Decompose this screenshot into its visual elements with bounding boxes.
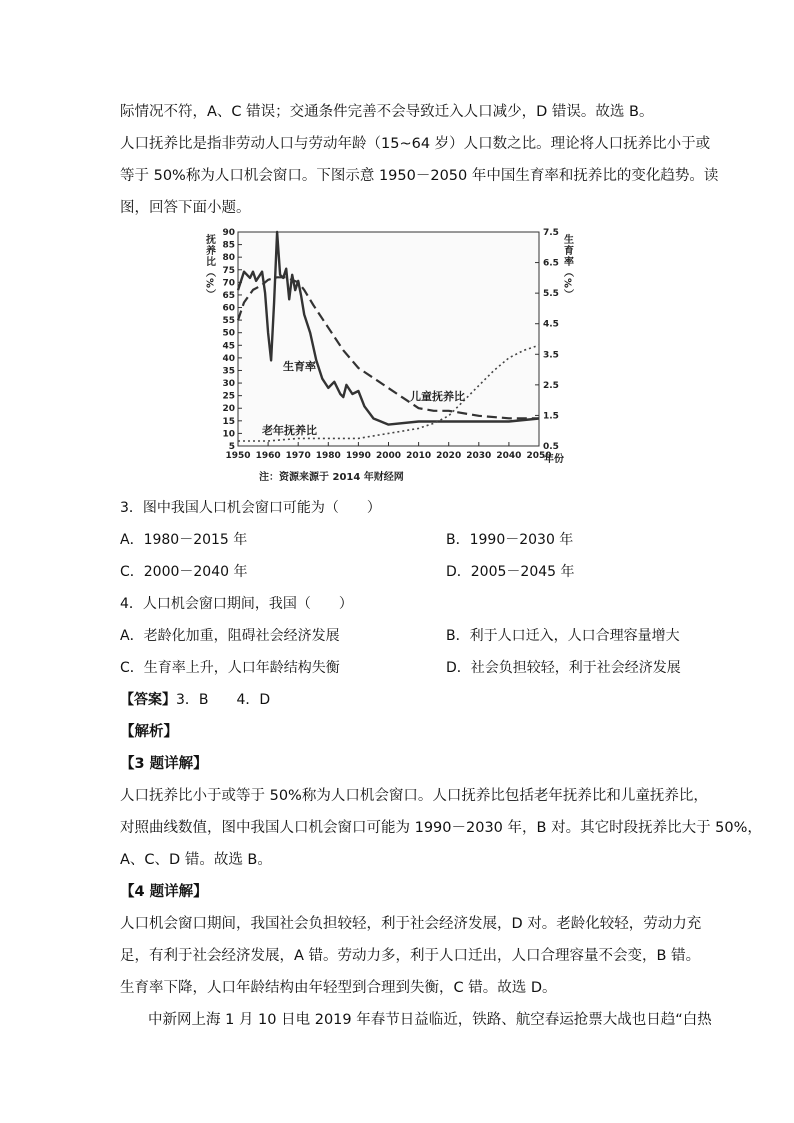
x-tick-label: 1960 [255,451,281,461]
left-y-tick-label: 10 [222,429,235,440]
child-ratio-curve-label: 儿童抚养比 [410,390,465,403]
x-tick-label: 2050 [526,451,552,461]
paragraph-line: 等于 50%称为人口机会窗口。下图示意 1950－2050 年中国生育率和抚养比的变化趋势。读 [120,168,719,184]
right-y-tick-label: 7.5 [543,228,559,238]
q3-detail-line: 人口抚养比小于或等于 50%称为人口机会窗口。人口抚养比包括老年抚养比和儿童抚养比， [120,788,708,804]
x-tick-label: 2010 [406,451,432,461]
left-y-tick-label: 75 [222,265,235,276]
paragraph-line: 图，回答下面小题。 [120,200,251,216]
answer-label: 【答案】 [120,692,176,708]
q3-detail-line: 对照曲线数值，图中我国人口机会窗口可能为 1990－2030 年，B 对。其它时段抚养比大于 50%， [120,820,762,836]
right-y-tick-label: 0.5 [543,442,559,452]
x-tick-label: 1970 [285,451,311,461]
left-axis-title: 抚养比（%） [203,234,215,301]
q4-option-d[interactable]: D．社会负担较轻，利于社会经济发展 [446,660,681,676]
question-4-stem: 4．人口机会窗口期间，我国（ ） [120,596,353,612]
answer-line [120,690,270,710]
plot-frame [238,232,539,446]
left-y-tick-label: 80 [222,253,235,264]
q4-option-b[interactable]: B．利于人口迁入，人口合理容量增大 [446,628,680,644]
left-y-tick-label: 30 [222,379,235,390]
q3-detail-label: 【3 题详解】 [120,756,208,772]
q4-detail-line: 生育率下降，人口年龄结构由年轻型到合理到失衡，C 错。故选 D。 [120,980,557,996]
q4-option-a[interactable]: A．老龄化加重，阻碍社会经济发展 [120,628,340,644]
q3-option-b[interactable]: B．1990－2030 年 [446,532,574,548]
x-tick-label: 2040 [496,451,522,461]
right-y-tick-label: 4.5 [543,319,559,330]
q4-detail-label: 【4 题详解】 [120,884,208,900]
right-y-tick-label: 1.5 [543,411,559,422]
population-chart [197,228,597,490]
left-y-tick-label: 90 [222,228,235,238]
right-y-tick-label: 2.5 [543,380,559,391]
q3-detail-line: A、C、D 错。故选 B。 [120,852,272,868]
q3-option-a[interactable]: A．1980－2015 年 [120,532,248,548]
left-y-tick-label: 5 [228,442,235,452]
right-axis-title: 生育率（%） [561,234,573,301]
paragraph-line: 际情况不符，A、C 错误；交通条件完善不会导致迁入人口减少，D 错误。故选 B。 [120,104,654,120]
q3-option-c[interactable]: C．2000－2040 年 [120,564,248,580]
paragraph-line: 人口抚养比是指非劳动人口与劳动年龄（15~64 岁）人口数之比。理论将人口抚养比小于或 [120,136,711,152]
left-y-tick-label: 60 [222,303,235,314]
q3-option-d[interactable]: D．2005－2045 年 [446,564,575,580]
left-y-tick-label: 15 [222,416,235,427]
left-y-tick-label: 50 [222,328,235,339]
chart-svg [197,228,597,490]
elderly-ratio-curve-label: 老年抚养比 [262,424,317,437]
left-y-tick-label: 70 [222,278,235,289]
left-y-tick-label: 55 [222,316,235,327]
right-y-tick-label: 3.5 [543,350,559,361]
x-unit-label: 年份 [544,454,564,465]
x-tick-label: 1980 [315,451,341,461]
left-y-tick-label: 40 [222,353,235,364]
left-y-tick-label: 45 [222,341,235,352]
right-y-tick-label: 5.5 [543,289,559,300]
x-tick-label: 1950 [225,451,251,461]
x-tick-label: 2020 [436,451,462,461]
q4-option-c[interactable]: C．生育率上升，人口年龄结构失衡 [120,660,340,676]
answer-text: 3．B 4．D [176,692,271,708]
left-y-tick-label: 20 [222,404,235,415]
left-y-tick-label: 65 [222,290,235,301]
figure-note: 注：资源来源于 2014 年财经网 [259,472,404,483]
x-tick-label: 1990 [345,451,371,461]
x-tick-label: 2000 [375,451,402,461]
fertility-curve-label: 生育率 [283,360,316,373]
analysis-label: 【解析】 [120,724,178,740]
x-tick-label: 2030 [466,451,492,461]
news-paragraph-line: 中新网上海 1 月 10 日电 2019 年春节日益临近，铁路、航空春运抢票大战也日趋“白热 [148,1012,712,1028]
q4-detail-line: 人口机会窗口期间，我国社会负担较轻，利于社会经济发展，D 对。老龄化较轻，劳动力充 [120,916,702,932]
q4-detail-line: 足，有利于社会经济发展，A 错。劳动力多，利于人口迁出，人口合理容量不会变，B 错。 [120,948,701,964]
right-y-tick-label: 6.5 [543,258,559,269]
left-y-tick-label: 25 [222,391,235,402]
question-3-stem: 3．图中我国人口机会窗口可能为（ ） [120,500,381,516]
left-y-tick-label: 35 [222,366,235,377]
left-y-tick-label: 85 [222,240,235,251]
